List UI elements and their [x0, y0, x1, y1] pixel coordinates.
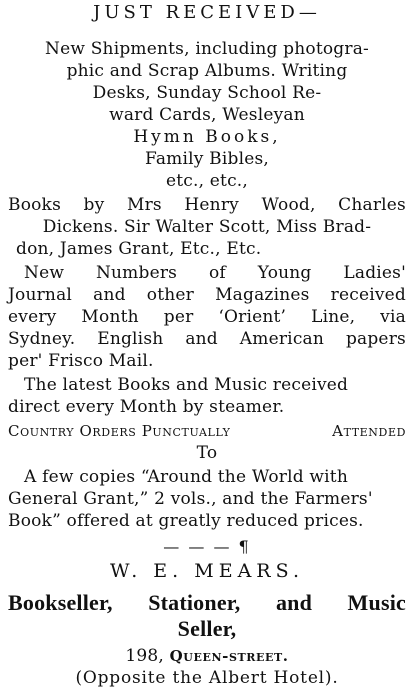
country-orders-phrase: Country Orders Punctually [8, 422, 231, 440]
merchant-address [8, 645, 406, 667]
magazines-line-1 [24, 262, 406, 284]
merchant-name: W. E. MEARS. [110, 560, 304, 582]
heading: JUST RECEIVED— [93, 2, 321, 23]
magazines-word: Numbers [95, 263, 178, 283]
shipments-line-5: Hymn Books, [133, 127, 281, 147]
books-music-line-1: The latest Books and Music received [24, 375, 349, 395]
authors-word: Books [8, 195, 61, 215]
magazines-word: Ladies' [343, 263, 406, 283]
magazines-line-3 [8, 306, 406, 328]
magazines-line-2 [8, 284, 406, 306]
magazines-word: Sydney. [8, 329, 76, 349]
authors-word: Henry [184, 195, 239, 215]
books-music-line-2: direct every Month by steamer. [8, 397, 285, 417]
shipments-line-3: Desks, Sunday School Re- [92, 83, 322, 103]
magazines-word: Month [81, 307, 139, 327]
authors-line-3: don, James Grant, Etc., Etc. [16, 239, 262, 259]
magazines-word: and [93, 285, 126, 305]
merchant-trade-word: Music [347, 590, 406, 615]
shipments-line-4: ward Cards, Wesleyan [109, 105, 305, 125]
country-orders-line-1 [8, 420, 406, 442]
offer-line-3: Book” offered at greatly reduced prices. [8, 511, 364, 531]
authors-word: by [83, 195, 105, 215]
shipments-line-6: Family Bibles, [144, 149, 270, 169]
magazines-word: and [185, 329, 218, 349]
magazines-word: English [97, 329, 164, 349]
magazines-word: Journal [8, 285, 73, 305]
magazines-word: received [330, 285, 406, 305]
magazines-word: American [239, 329, 325, 349]
magazines-word: papers [345, 329, 406, 349]
address-number: 198, [125, 646, 165, 666]
authors-word: Wood, [261, 195, 316, 215]
magazines-line-4 [8, 328, 406, 350]
merchant-trade-word: Bookseller, [8, 590, 113, 615]
magazines-word: Line, [311, 307, 356, 327]
advertisement [8, 0, 406, 692]
magazines-word: per [163, 307, 194, 327]
authors-line-1 [8, 194, 406, 216]
merchant-trade-word: Stationer, [148, 590, 241, 615]
shipments-line-2: phic and Scrap Albums. Writing [66, 61, 348, 81]
merchant-trade-line-1 [8, 590, 406, 616]
divider-ornament: — — — ¶ [163, 537, 251, 556]
authors-line-2: Dickens. Sir Walter Scott, Miss Brad- [42, 217, 372, 237]
magazines-word: Magazines [215, 285, 310, 305]
country-orders-line-2: To [196, 443, 218, 463]
merchant-trade-line-2: Seller, [177, 616, 237, 641]
shipments-line-7: etc., etc., [165, 171, 249, 191]
magazines-word: other [146, 285, 194, 305]
shipments-line-1: New Shipments, including photogra- [45, 39, 369, 59]
authors-word: Charles [338, 195, 406, 215]
merchant-trade-word: and [275, 590, 313, 615]
address-street: Queen-street. [169, 647, 289, 665]
magazines-word: every [8, 307, 57, 327]
magazines-line-5: per' Frisco Mail. [8, 351, 154, 371]
magazines-word: Young [257, 263, 312, 283]
magazines-word: New [24, 263, 65, 283]
offer-line-1: A few copies “Around the World with [24, 467, 348, 487]
merchant-landmark: (Opposite the Albert Hotel). [75, 668, 339, 688]
magazines-word: of [208, 263, 226, 283]
magazines-word: via [380, 307, 406, 327]
offer-line-2: General Grant,” 2 vols., and the Farmers' [8, 489, 373, 509]
country-orders-word: Attended [332, 422, 406, 440]
authors-word: Mrs [126, 195, 162, 215]
magazines-word: ‘Orient’ [218, 307, 287, 327]
